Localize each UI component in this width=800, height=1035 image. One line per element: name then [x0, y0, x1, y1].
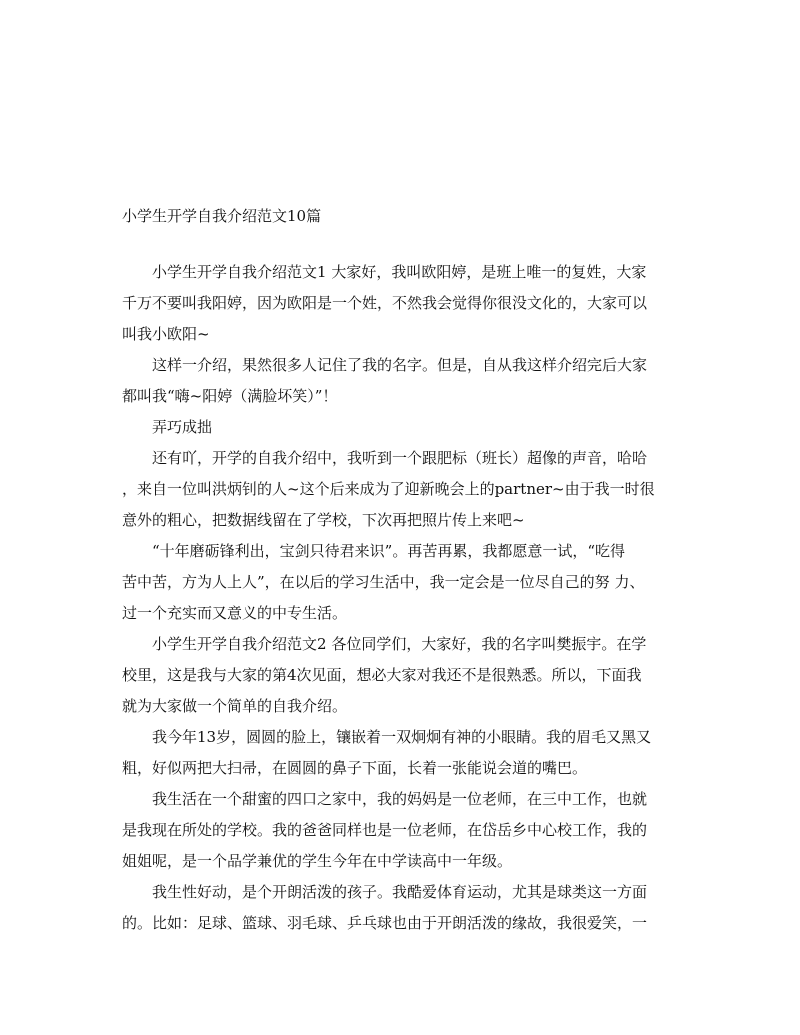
text-line: 意外的粗心，把数据线留在了学校，下次再把照片传上来吧~	[122, 511, 525, 529]
text-line: 弄巧成拙	[122, 418, 213, 436]
text-line: 这样一介绍，果然很多人记住了我的名字。但是，自从我这样介绍完后大家	[122, 356, 648, 374]
text-line: 我生性好动，是个开朗活泼的孩子。我酷爱体育运动，尤其是球类这一方面	[122, 883, 648, 901]
text-line: 的。比如：足球、篮球、羽毛球、乒乓球也由于开朗活泼的缘故，我很爱笑，一	[122, 914, 648, 932]
text-line: 小学生开学自我介绍范文1 大家好，我叫欧阳婷，是班上唯一的复姓，大家	[122, 263, 647, 281]
text-line: 就为大家做一个简单的自我介绍。	[122, 697, 348, 715]
text-line: ，来自一位叫洪炳钊的人~这个后来成为了迎新晚会上的partner~由于我一时很	[122, 480, 655, 498]
document-body	[122, 262, 678, 944]
text-line: 千万不要叫我阳婷，因为欧阳是一个姓，不然我会觉得你很没文化的，大家可以	[122, 294, 648, 312]
text-line: 粗，好似两把大扫帚，在圆圆的鼻子下面，长着一张能说会道的嘴巴。	[122, 759, 588, 777]
text-line: 过一个充实而又意义的中专生活。	[122, 604, 348, 622]
text-line: 苦中苦，方为人上人”，在以后的学习生活中，我一定会是一位尽自己的努 力、	[122, 573, 645, 591]
document-title: 小学生开学自我介绍范文10篇	[122, 207, 322, 225]
text-line: 校里，这是我与大家的第4次见面，想必大家对我还不是很熟悉。所以，下面我	[122, 666, 642, 684]
text-line: “十年磨砺锋利出，宝剑只待君来识”。再苦再累，我都愿意一试，“吃得	[122, 542, 626, 560]
text-line: 还有吖，开学的自我介绍中，我听到一个跟肥标（班长）超像的声音，哈哈	[122, 449, 648, 467]
text-line: 叫我小欧阳~	[122, 325, 210, 343]
text-line: 都叫我“嗨~阳婷（满脸坏笑）”！	[122, 387, 338, 405]
text-line: 是我现在所处的学校。我的爸爸同样也是一位老师，在岱岳乡中心校工作，我的	[122, 821, 648, 839]
text-line: 姐姐呢，是一个品学兼优的学生今年在中学读高中一年级。	[122, 852, 513, 870]
text-line: 我今年13岁，圆圆的脸上，镶嵌着一双炯炯有神的小眼睛。我的眉毛又黑又	[122, 728, 652, 746]
text-line: 小学生开学自我介绍范文2 各位同学们，大家好，我的名字叫樊振宇。在学	[122, 635, 647, 653]
text-line: 我生活在一个甜蜜的四口之家中，我的妈妈是一位老师，在三中工作，也就	[122, 790, 648, 808]
